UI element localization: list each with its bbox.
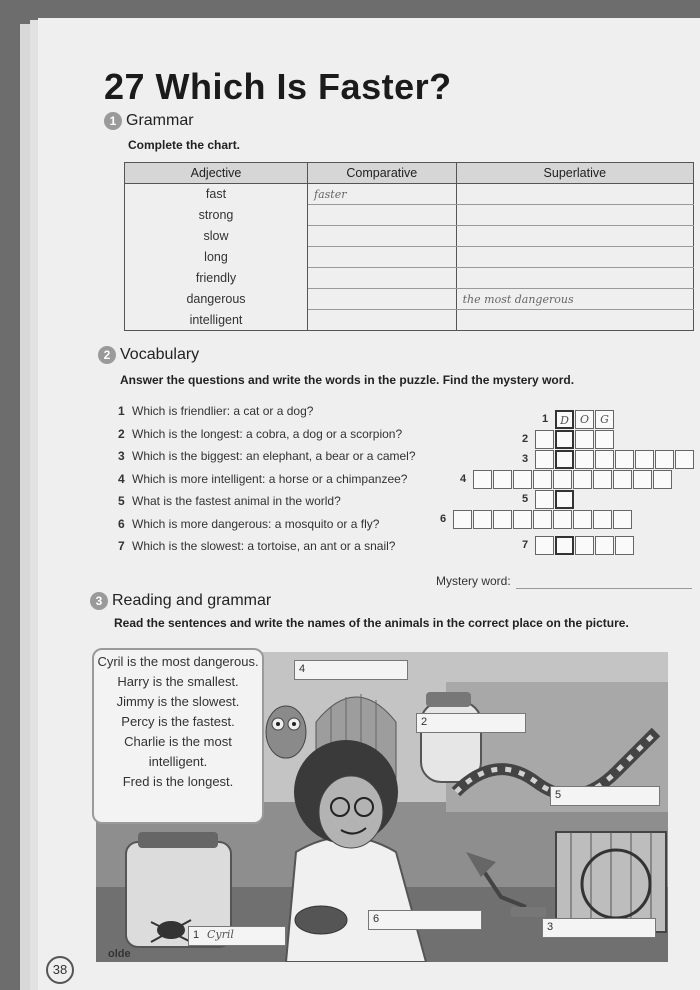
crossword-cell[interactable] [513, 470, 532, 489]
crossword-cell[interactable] [573, 510, 592, 529]
label-number: 1 [193, 929, 200, 941]
comparative-answer-cell[interactable] [308, 268, 457, 289]
mystery-word-cell[interactable] [555, 450, 574, 469]
crossword-cell[interactable] [493, 510, 512, 529]
vocabulary-instruction: Answer the questions and write the words in the puzzle. Find the mystery word. [120, 373, 575, 387]
question-item [118, 445, 416, 468]
question-item [118, 535, 416, 558]
question-item [118, 400, 416, 423]
crossword-cell[interactable] [553, 470, 572, 489]
clue-sentence: Cyril is the most dangerous. [97, 654, 259, 669]
column-header-superlative: Superlative [456, 163, 693, 184]
section-number-badge: 3 [90, 592, 108, 610]
question-number: 6 [118, 516, 125, 531]
crossword-cell[interactable] [615, 450, 634, 469]
chart-row [125, 268, 694, 289]
crossword-cell[interactable] [533, 470, 552, 489]
adjective-cell: dangerous [125, 289, 308, 310]
crossword-cell[interactable] [613, 470, 632, 489]
chart-row [125, 184, 694, 205]
crossword-row-number: 7 [522, 539, 529, 551]
crossword-cell[interactable] [675, 450, 694, 469]
question-item [118, 423, 416, 446]
question-text: Which is more intelligent: a horse or a chimpanzee? [132, 471, 408, 486]
grammar-instruction: Complete the chart. [128, 138, 241, 152]
comparative-answer-cell[interactable] [308, 205, 457, 226]
glass-flask [421, 692, 481, 782]
section-number-badge: 2 [98, 346, 116, 364]
section-title: Reading and grammar [112, 592, 272, 610]
question-text: Which is the longest: a cobra, a dog or a scorpion? [132, 426, 403, 441]
question-text: Which is friendlier: a cat or a dog? [132, 404, 314, 418]
chart-row [125, 310, 694, 331]
mystery-word-cell[interactable] [555, 490, 574, 509]
question-number: 3 [118, 449, 125, 463]
comparative-answer-cell[interactable] [308, 289, 457, 310]
comparative-answer-cell[interactable] [308, 310, 457, 331]
question-item [118, 513, 416, 536]
crossword-cell[interactable] [575, 430, 594, 449]
footer-text: olde [108, 948, 131, 960]
crossword-cell[interactable] [513, 510, 532, 529]
question-number: 2 [118, 426, 125, 441]
clue-sentence: Jimmy is the slowest. [116, 694, 240, 709]
crossword-cell[interactable] [533, 510, 552, 529]
question-number: 1 [118, 404, 125, 418]
animal-name-box[interactable] [550, 786, 660, 806]
lesson-title: 27 Which Is Faster? [104, 66, 452, 107]
comparative-answer-cell[interactable] [308, 247, 457, 268]
page-number: 38 [46, 956, 74, 984]
vocabulary-heading [98, 346, 199, 364]
chart-row [125, 226, 694, 247]
label-answer: Cyril [207, 928, 234, 941]
crossword-cell[interactable] [613, 510, 632, 529]
mystery-word-cell[interactable] [555, 536, 574, 555]
clue-sentence: Percy is the fastest. [121, 714, 235, 729]
label-number: 6 [373, 913, 380, 925]
crossword-cell[interactable] [575, 450, 594, 469]
crossword-cell[interactable] [653, 470, 672, 489]
superlative-answer-cell[interactable] [456, 247, 693, 268]
animal-name-box[interactable] [542, 918, 656, 938]
mystery-word-cell[interactable]: D [555, 410, 574, 429]
reading-heading [90, 592, 271, 610]
comparative-answer-cell[interactable]: faster [308, 184, 457, 205]
crossword-cell[interactable] [575, 536, 594, 555]
crossword-row-number: 3 [522, 453, 529, 465]
superlative-answer-cell[interactable] [456, 205, 693, 226]
question-item [118, 468, 416, 491]
mystery-word-answer-line[interactable] [516, 588, 692, 589]
crossword-cell[interactable] [593, 470, 612, 489]
workbook-page [38, 18, 700, 990]
crossword-cell[interactable] [473, 510, 492, 529]
animal-name-box[interactable] [294, 660, 408, 680]
adjective-cell: slow [125, 226, 308, 247]
column-header-adjective: Adjective [125, 163, 308, 184]
question-item [118, 490, 416, 513]
crossword-row-number: 1 [542, 413, 549, 425]
grammar-heading [104, 112, 194, 130]
animal-name-box[interactable] [416, 713, 526, 733]
animal-name-box[interactable] [368, 910, 482, 930]
crossword-cell[interactable] [633, 470, 652, 489]
question-number: 5 [118, 494, 125, 508]
crossword-cell[interactable] [453, 510, 472, 529]
question-list [118, 400, 416, 558]
crossword-cell[interactable] [535, 450, 554, 469]
mystery-word-cell[interactable] [555, 430, 574, 449]
superlative-answer-cell[interactable] [456, 226, 693, 247]
label-number: 5 [555, 789, 562, 801]
question-text: Which is the biggest: an elephant, a bear or a camel? [132, 449, 416, 463]
crossword-cell[interactable] [593, 510, 612, 529]
crossword-row-number: 2 [522, 433, 529, 445]
comparative-answer-cell[interactable] [308, 226, 457, 247]
clue-sentence: Fred is the longest. [122, 774, 234, 789]
question-text: Which is more dangerous: a mosquito or a fly? [132, 516, 380, 531]
label-number: 2 [421, 716, 428, 728]
crossword-cell[interactable] [595, 536, 614, 555]
superlative-answer-cell[interactable] [456, 310, 693, 331]
crossword-cell[interactable] [573, 470, 592, 489]
label-number: 4 [299, 663, 306, 675]
clue-sentence: Harry is the smallest. [117, 674, 239, 689]
crossword-cell[interactable]: O [575, 410, 594, 429]
grammar-chart [124, 162, 694, 331]
adjective-cell: intelligent [125, 310, 308, 331]
crossword-cell[interactable] [655, 450, 674, 469]
chart-row [125, 205, 694, 226]
superlative-answer-cell[interactable] [456, 268, 693, 289]
crossword-cell[interactable] [615, 536, 634, 555]
adjective-cell: fast [125, 184, 308, 205]
adjective-cell: long [125, 247, 308, 268]
crossword-row-number: 5 [522, 493, 529, 505]
section-number-badge: 1 [104, 112, 122, 130]
chart-row [125, 289, 694, 310]
chart-row [125, 247, 694, 268]
crossword-cell[interactable] [493, 470, 512, 489]
crossword-cell[interactable] [535, 430, 554, 449]
crossword-cell[interactable] [635, 450, 654, 469]
superlative-answer-cell[interactable] [456, 184, 693, 205]
hamster-cage [556, 832, 666, 932]
question-text: Which is the slowest: a tortoise, an ant or a snail? [132, 539, 396, 553]
question-number: 7 [118, 539, 125, 553]
animal-name-box[interactable] [188, 926, 286, 946]
crossword-cell[interactable] [553, 510, 572, 529]
adjective-cell: friendly [125, 268, 308, 289]
crossword-cell[interactable] [595, 430, 614, 449]
crossword-cell[interactable] [473, 470, 492, 489]
superlative-answer-cell[interactable]: the most dangerous [456, 289, 693, 310]
crossword-row-number: 6 [440, 513, 447, 525]
clue-speech-bubble [92, 648, 264, 824]
crossword-cell[interactable] [595, 450, 614, 469]
label-number: 3 [547, 921, 554, 933]
question-text: What is the fastest animal in the world? [132, 494, 341, 508]
question-number: 4 [118, 471, 125, 486]
reading-instruction: Read the sentences and write the names of the animals in the correct place on the picture. [114, 616, 629, 630]
crossword-cell[interactable] [535, 536, 554, 555]
clue-sentence: Charlie is the most intelligent. [124, 734, 232, 769]
mystery-word-label: Mystery word: [436, 574, 511, 588]
section-title: Vocabulary [120, 346, 200, 364]
crossword-cell[interactable] [535, 490, 554, 509]
section-title: Grammar [126, 112, 194, 130]
tortoise [295, 906, 347, 934]
crossword-cell[interactable]: G [595, 410, 614, 429]
column-header-comparative: Comparative [308, 163, 457, 184]
crossword-row-number: 4 [460, 473, 467, 485]
adjective-cell: strong [125, 205, 308, 226]
owl [266, 706, 306, 758]
